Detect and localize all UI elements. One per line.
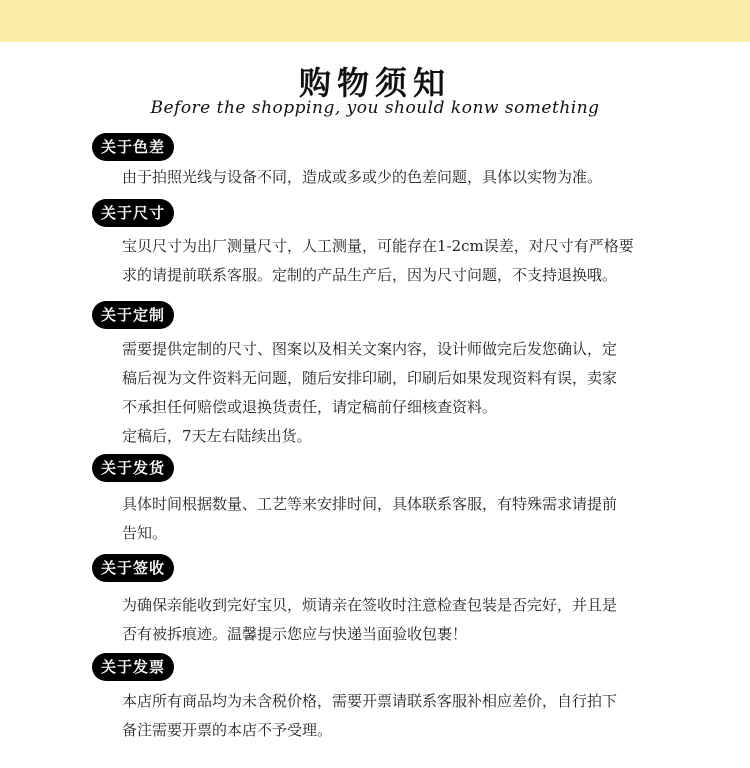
section-badge-custom: 关于定制 (92, 301, 174, 329)
section-badge-receipt: 关于签收 (92, 554, 174, 582)
text-line: 求的请提前联系客服。定制的产品生产后，因为尺寸问题，不支持退换哦。 (122, 266, 618, 284)
text-line: 告知。 (122, 524, 168, 542)
section-badge-color-difference: 关于色差 (92, 133, 174, 161)
text-line: 为确保亲能收到完好宝贝，烦请亲在签收时注意检查包装是否完好，并且是 (122, 596, 618, 614)
text-line: 具体时间根据数量、工艺等来安排时间，具体联系客服，有特殊需求请提前 (122, 495, 618, 513)
section-text-custom (122, 335, 682, 451)
text-line: 不承担任何赔偿或退换货责任，请定稿前仔细核查资料。 (122, 398, 498, 416)
text-line: 定稿后，7天左右陆续出货。 (122, 427, 312, 445)
top-color-band (0, 0, 750, 42)
text-line: 备注需要开票的本店不予受理。 (122, 721, 333, 739)
section-text-size (122, 232, 682, 290)
section-badge-invoice: 关于发票 (92, 653, 174, 681)
text-line: 由于拍照光线与设备不同，造成或多或少的色差问题，具体以实物为准。 (122, 168, 603, 186)
section-text-color-difference (122, 163, 682, 192)
text-line: 稿后视为文件资料无问题，随后安排印刷，印刷后如果发现资料有误，卖家 (122, 369, 618, 387)
page-title: 购物须知 (298, 64, 451, 102)
text-line: 宝贝尺寸为出厂测量尺寸，人工测量，可能存在1-2cm误差，对尺寸有严格要 (122, 237, 634, 255)
section-text-invoice (122, 687, 682, 745)
text-line: 本店所有商品均为未含税价格，需要开票请联系客服补相应差价，自行拍下 (122, 692, 618, 710)
section-badge-size: 关于尺寸 (92, 199, 174, 227)
section-text-receipt (122, 591, 682, 649)
section-text-shipping (122, 490, 682, 548)
text-line: 需要提供定制的尺寸、图案以及相关文案内容，设计师做完后发您确认，定 (122, 340, 618, 358)
page-subtitle: Before the shopping, you should konw something (150, 98, 600, 118)
section-badge-shipping: 关于发货 (92, 454, 174, 482)
text-line: 否有被拆痕迹。温馨提示您应与快递当面验收包裹！ (122, 625, 468, 643)
